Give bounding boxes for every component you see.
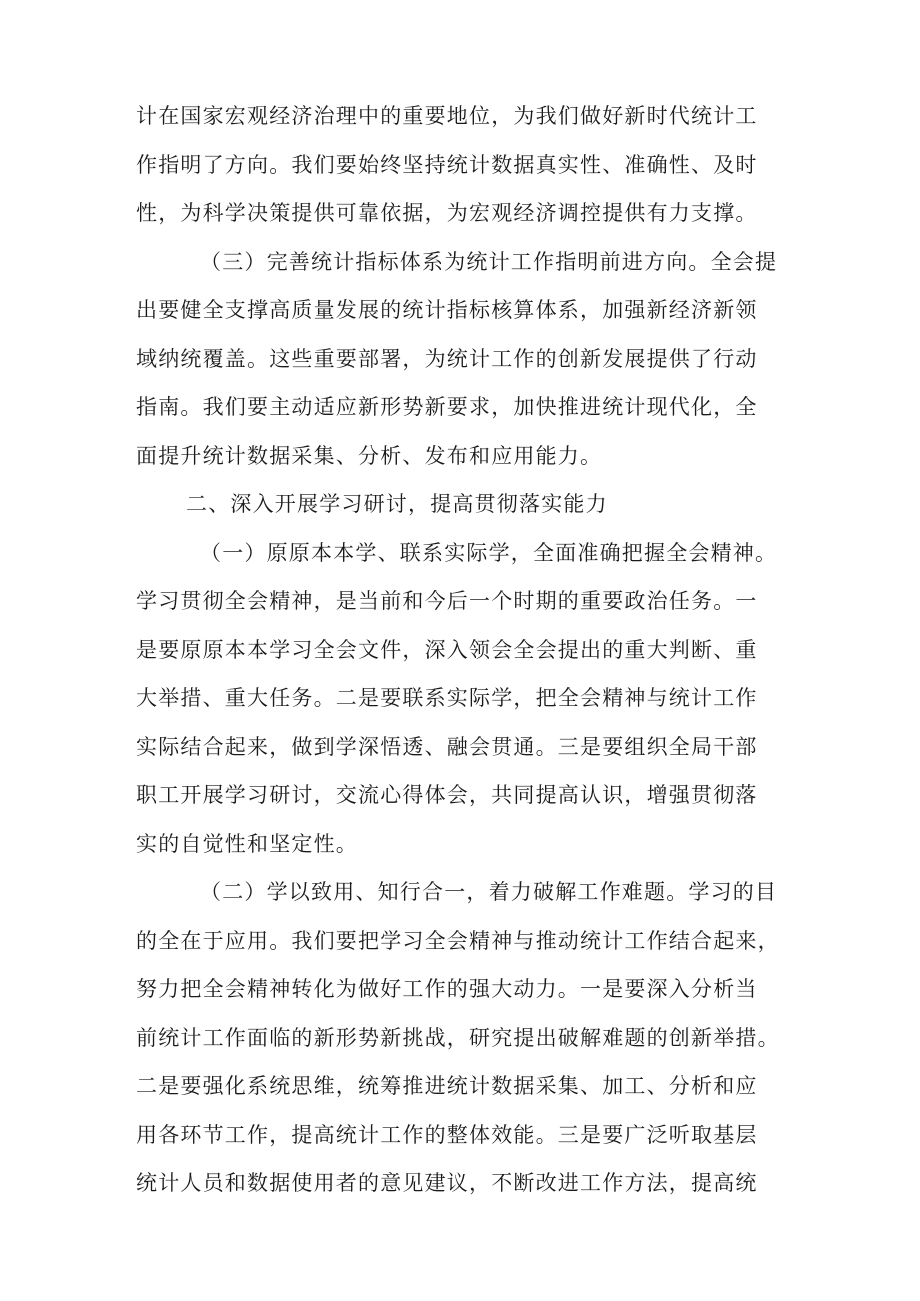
text-line: 统计人员和数据使用者的意见建议，不断改进工作方法，提高统 [136, 1171, 758, 1195]
text-line: 出要健全支撑高质量发展的统计指标核算体系，加强新经济新领 [136, 298, 758, 322]
text-line: 二是要强化系统思维，统筹推进统计数据采集、加工、分析和应 [136, 1074, 758, 1098]
document-body [136, 92, 786, 1208]
text-line: 性，为科学决策提供可靠依据，为宏观经济调控提供有力支撑。 [136, 201, 758, 225]
text-line: 域纳统覆盖。这些重要部署，为统计工作的创新发展提供了行动 [136, 346, 758, 371]
text-line: 作指明了方向。我们要始终坚持统计数据真实性、准确性、及时 [136, 152, 758, 177]
text-line: 学习贯彻全会精神，是当前和今后一个时期的重要政治任务。一 [136, 589, 758, 613]
text-line: 是要原原本本学习全会文件，深入领会全会提出的重大判断、重 [136, 637, 758, 662]
chapter-heading-2: 二、深入开展学习研讨，提高贯彻落实能力 [186, 492, 608, 516]
text-line: 的全在于应用。我们要把学习全会精神与推动统计工作结合起来， [136, 928, 780, 953]
section-heading-2: （二）学以致用、知行合一，着力破解工作难题。学习的目 [200, 880, 778, 904]
section-heading-1: （一）原原本本学、联系实际学，全面准确把握全会精神。 [200, 540, 778, 565]
text-line: 面提升统计数据采集、分析、发布和应用能力。 [136, 443, 603, 468]
section-heading-3: （三）完善统计指标体系为统计工作指明前进方向。全会提 [200, 249, 778, 274]
text-line: 计在国家宏观经济治理中的重要地位，为我们做好新时代统计工 [136, 104, 758, 128]
text-line: 大举措、重大任务。二是要联系实际学，把全会精神与统计工作 [136, 686, 758, 710]
text-line: 职工开展学习研讨，交流心得体会，共同提高认识，增强贯彻落 [136, 783, 758, 807]
text-line: 前统计工作面临的新形势新挑战，研究提出破解难题的创新举措。 [136, 1025, 780, 1050]
text-line: 实际结合起来，做到学深悟透、融会贯通。三是要组织全局干部 [136, 734, 758, 759]
text-line: 用各环节工作，提高统计工作的整体效能。三是要广泛听取基层 [136, 1122, 758, 1147]
text-line: 指南。我们要主动适应新形势新要求，加快推进统计现代化，全 [136, 395, 758, 419]
text-line: 实的自觉性和坚定性。 [136, 831, 358, 856]
text-line: 努力把全会精神转化为做好工作的强大动力。一是要深入分析当 [136, 977, 758, 1001]
